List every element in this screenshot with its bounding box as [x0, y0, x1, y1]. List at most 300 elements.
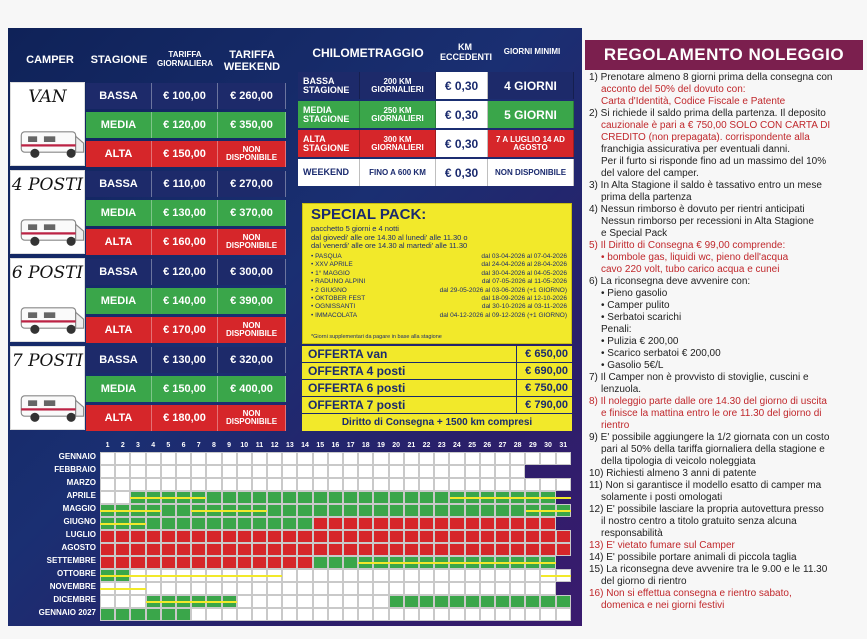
camper-vehicle-icon — [19, 301, 87, 335]
calendar-day-cell — [115, 530, 130, 543]
calendar-day-cell — [480, 530, 495, 543]
calendar-day-cell — [358, 452, 373, 465]
calendar-day-cell — [115, 608, 130, 621]
calendar-day-cell — [373, 478, 388, 491]
offer-price: € 750,00 — [516, 380, 572, 396]
daily-price: € 170,00 — [152, 317, 218, 343]
calendar-day-cell — [389, 543, 404, 556]
calendar-day-cell — [313, 582, 328, 595]
calendar-day-cell — [434, 504, 449, 517]
calendar-month-label: LUGLIO — [65, 530, 96, 539]
km-row — [298, 159, 574, 186]
calendar-day-cell — [480, 517, 495, 530]
season-label: BASSA — [86, 259, 152, 285]
regolamento-line: 12) E' possibile lasciare la propria autovettura presso — [589, 504, 824, 515]
calendar-day-number: 18 — [361, 442, 370, 449]
daily-price: € 140,00 — [152, 288, 218, 314]
calendar-month-label: DICEMBRE — [53, 595, 96, 604]
calendar-day-cell — [480, 504, 495, 517]
regolamento-line: 1) Prenotare almeno 8 giorni prima della consegna con — [589, 72, 833, 83]
calendar-day-number: 7 — [196, 442, 201, 449]
calendar-day-cell — [100, 478, 115, 491]
calendar-day-cell — [252, 491, 267, 504]
calendar-grid — [100, 452, 571, 621]
calendar-day-cell — [115, 595, 130, 608]
calendar-day-cell — [389, 491, 404, 504]
calendar-day-cell — [510, 595, 525, 608]
calendar-day-cell — [191, 608, 206, 621]
calendar-day-cell — [100, 595, 115, 608]
calendar-day-cell — [510, 504, 525, 517]
calendar-day-cell — [465, 595, 480, 608]
calendar-day-cell — [449, 582, 464, 595]
calendar-day-cell — [252, 465, 267, 478]
km-extra-price: € 0,30 — [436, 72, 488, 99]
regolamento-line: responsabilità — [601, 528, 663, 539]
camper-price-row — [86, 229, 286, 255]
calendar-day-cell — [146, 543, 161, 556]
season-label: MEDIA — [86, 112, 152, 138]
special-pack-item-dates: dal 04-12-2026 al 09-12-2026 (+1 GIORNO) — [439, 311, 567, 319]
calendar-day-cell — [480, 608, 495, 621]
special-pack-item-name: • RADUNO ALPINI — [311, 278, 366, 286]
daily-price: € 110,00 — [152, 171, 218, 197]
header-camper: CAMPER — [26, 54, 74, 66]
calendar-day-cell — [176, 452, 191, 465]
calendar-day-cell — [191, 556, 206, 569]
calendar-day-cell — [434, 478, 449, 491]
calendar-day-cell — [373, 517, 388, 530]
calendar-day-cell — [313, 465, 328, 478]
regolamento-line: 8) Il noleggio parte dalle ore 14.30 del giorno di uscita — [589, 396, 827, 407]
calendar-day-number: 31 — [559, 442, 568, 449]
regolamento-line: 7) Il Camper non è provvisto di stoviglie, cuscini e — [589, 372, 809, 383]
calendar-day-cell — [404, 582, 419, 595]
calendar-day-cell — [358, 608, 373, 621]
season-label: ALTA — [86, 317, 152, 343]
calendar-day-cell — [404, 608, 419, 621]
season-label: BASSA — [86, 347, 152, 373]
calendar-day-cell — [404, 569, 419, 582]
calendar-day-cell — [419, 478, 434, 491]
calendar-row — [100, 504, 571, 517]
offer-label: OFFERTA 7 posti — [308, 398, 406, 412]
calendar-day-cell — [480, 543, 495, 556]
special-pack-item-name: • OKTOBER FEST — [311, 295, 366, 303]
km-row — [298, 101, 574, 128]
calendar-day-cell — [297, 465, 312, 478]
calendar-day-cell — [282, 452, 297, 465]
calendar-day-cell — [161, 582, 176, 595]
calendar-day-cell — [525, 582, 540, 595]
calendar-day-cell — [100, 556, 115, 569]
calendar-day-cell — [343, 530, 358, 543]
calendar-day-cell — [449, 504, 464, 517]
calendar-day-cell — [449, 543, 464, 556]
calendar-day-cell — [358, 543, 373, 556]
calendar-day-cell — [282, 478, 297, 491]
calendar-day-cell — [161, 608, 176, 621]
calendar-day-cell — [282, 608, 297, 621]
offer-price: € 650,00 — [516, 346, 572, 362]
calendar-day-number: 5 — [166, 442, 171, 449]
special-pack-item-dates: dal 30-04-2026 al 04-05-2026 — [481, 269, 567, 277]
calendar-day-cell — [449, 517, 464, 530]
special-pack — [302, 203, 572, 344]
calendar-day-cell — [191, 543, 206, 556]
calendar-row — [100, 530, 571, 543]
calendar-day-number: 10 — [240, 442, 249, 449]
calendar-day-cell — [328, 569, 343, 582]
calendar-day-cell — [343, 491, 358, 504]
km-allowance: 250 KM GIORNALIERI — [360, 101, 436, 128]
regolamento-line: cavo 220 volt, tubo carico acqua e cunei — [601, 264, 780, 275]
calendar-row — [100, 452, 571, 465]
calendar-day-cell — [252, 478, 267, 491]
calendar-day-cell — [540, 452, 555, 465]
calendar-day-cell — [237, 517, 252, 530]
calendar-day-cell — [510, 465, 525, 478]
special-pack-item-dates: dal 29-05-2026 al 03-06-2026 (+1 GIORNO) — [439, 286, 567, 294]
regolamento-line: 16) Non si effettua consegna e rientro sabato, — [589, 588, 792, 599]
calendar-day-cell — [480, 478, 495, 491]
calendar-day-cell — [465, 569, 480, 582]
regolamento-line: • Pieno gasolio — [601, 288, 668, 299]
camper-price-row — [86, 347, 286, 373]
calendar-month-label: OTTOBRE — [57, 569, 96, 578]
regolamento-line: 14) E' possibile portare animali di piccola taglia — [589, 552, 797, 563]
calendar-day-cell — [267, 504, 282, 517]
special-pack-item-name: • 1° MAGGIO — [311, 269, 350, 277]
km-extra-price: € 0,30 — [436, 130, 488, 157]
calendar-day-number: 12 — [270, 442, 279, 449]
calendar-day-number: 27 — [498, 442, 507, 449]
weekend-price: NON DISPONIBILE — [218, 405, 286, 431]
regolamento-line: 2) Si richiede il saldo prima della partenza. Il deposito — [589, 108, 826, 119]
calendar-day-cell — [282, 582, 297, 595]
regolamento-line: • Serbatoi scarichi — [601, 312, 682, 323]
regolamento-line: • Gasolio 5€/L — [601, 360, 664, 371]
daily-price: € 150,00 — [152, 376, 218, 402]
calendar-day-cell — [146, 530, 161, 543]
calendar-day-cell — [465, 530, 480, 543]
regolamento-line: 4) Nessun rimborso è dovuto per rientri anticipati — [589, 204, 805, 215]
calendar-day-cell — [434, 465, 449, 478]
calendar-day-cell — [313, 504, 328, 517]
calendar-day-cell — [282, 530, 297, 543]
calendar-day-cell — [146, 608, 161, 621]
calendar-day-cell — [222, 465, 237, 478]
calendar-day-number: 23 — [437, 442, 446, 449]
camper-card — [10, 346, 85, 430]
calendar-day-cell — [176, 556, 191, 569]
calendar-day-number: 6 — [181, 442, 186, 449]
daily-price: € 130,00 — [152, 200, 218, 226]
calendar-day-cell — [146, 582, 161, 595]
calendar-day-cell — [146, 452, 161, 465]
daily-price: € 100,00 — [152, 83, 218, 109]
calendar-month-label: AGOSTO — [61, 543, 96, 552]
calendar-day-cell — [495, 543, 510, 556]
calendar-day-number: 22 — [422, 442, 431, 449]
offer-row — [302, 397, 572, 414]
calendar-day-cell — [510, 517, 525, 530]
camper-price-row — [86, 200, 286, 226]
regolamento-line: il nostro centro a titolo gratuito senza alcuna — [601, 516, 797, 527]
daily-price: € 120,00 — [152, 112, 218, 138]
calendar-day-cell — [510, 478, 525, 491]
calendar-day-cell — [510, 608, 525, 621]
calendar-day-cell — [510, 530, 525, 543]
calendar-day-cell — [222, 582, 237, 595]
calendar-day-cell — [176, 543, 191, 556]
calendar-day-cell — [176, 582, 191, 595]
calendar-day-cell — [419, 543, 434, 556]
calendar-day-cell — [297, 595, 312, 608]
season-label: BASSA — [86, 171, 152, 197]
special-pack-item-name: • XXV APRILE — [311, 261, 353, 269]
calendar-day-cell — [252, 608, 267, 621]
calendar-day-cell — [313, 569, 328, 582]
calendar-day-cell — [100, 608, 115, 621]
daily-price: € 130,00 — [152, 347, 218, 373]
calendar-day-cell — [419, 530, 434, 543]
special-pack-line: dal venerdi' alle ore 14.30 al martedi' alle 11.30 — [311, 241, 468, 250]
calendar-day-cell — [222, 556, 237, 569]
regolamento-line: 9) E' possibile aggiungere la 1/2 giornata con un costo — [589, 432, 830, 443]
calendar-day-cell — [404, 504, 419, 517]
calendar-day-cell — [449, 465, 464, 478]
weekend-price: € 350,00 — [218, 112, 286, 138]
calendar-day-cell — [252, 556, 267, 569]
calendar-day-cell — [556, 478, 571, 491]
calendar-day-cell — [328, 608, 343, 621]
special-pack-item-name: • IMMACOLATA — [311, 311, 358, 319]
calendar-day-cell — [525, 517, 540, 530]
calendar-day-cell — [556, 465, 571, 478]
calendar-day-cell — [343, 608, 358, 621]
calendar-day-cell — [313, 556, 328, 569]
calendar-day-cell — [389, 530, 404, 543]
special-pack-item-dates: dal 03-04-2026 al 07-04-2026 — [481, 253, 567, 260]
weekend-price: NON DISPONIBILE — [218, 229, 286, 255]
special-pack-item — [311, 312, 567, 320]
offer-row — [302, 346, 572, 363]
calendar-month-label: MARZO — [66, 478, 96, 487]
calendar-day-cell — [267, 582, 282, 595]
regolamento-line: 15) La riconsegna deve avvenire tra le 9.00 e le 11.30 — [589, 564, 828, 575]
header-giorni-minimi: GIORNI MINIMI — [503, 47, 561, 56]
calendar-day-cell — [191, 478, 206, 491]
calendar-day-cell — [313, 478, 328, 491]
calendar-day-cell — [313, 543, 328, 556]
calendar-day-cell — [297, 478, 312, 491]
calendar-day-cell — [267, 491, 282, 504]
header-km-eccedenti: KM ECCEDENTI — [440, 42, 493, 62]
calendar-day-cell — [252, 530, 267, 543]
calendar-day-cell — [161, 556, 176, 569]
regolamento-line: solamente i posti omologati — [601, 492, 723, 503]
calendar-day-cell — [373, 582, 388, 595]
special-pack-period-marker — [100, 523, 146, 525]
special-pack-item — [311, 261, 567, 269]
calendar-day-cell — [540, 465, 555, 478]
calendar-day-cell — [434, 569, 449, 582]
special-pack-period-marker — [146, 601, 237, 603]
calendar-day-cell — [267, 530, 282, 543]
regolamento-line: • Camper pulito — [601, 300, 670, 311]
calendar-day-cell — [449, 452, 464, 465]
km-allowance: FINO A 600 KM — [360, 159, 436, 186]
calendar-day-cell — [191, 452, 206, 465]
calendar-day-cell — [525, 465, 540, 478]
calendar-day-cell — [191, 530, 206, 543]
calendar-day-cell — [465, 452, 480, 465]
calendar-day-cell — [297, 582, 312, 595]
calendar-row — [100, 478, 571, 491]
calendar-day-cell — [556, 582, 571, 595]
calendar-day-cell — [495, 530, 510, 543]
calendar-day-cell — [161, 517, 176, 530]
calendar-day-cell — [328, 465, 343, 478]
camper-price-row — [86, 141, 286, 167]
calendar-day-cell — [237, 452, 252, 465]
calendar-day-cell — [206, 543, 221, 556]
calendar-month-label: GENNAIO — [58, 452, 96, 461]
calendar-day-cell — [419, 504, 434, 517]
calendar-day-cell — [343, 504, 358, 517]
season-label: ALTA — [86, 405, 152, 431]
weekend-price: NON DISPONIBILE — [218, 317, 286, 343]
calendar-day-cell — [328, 517, 343, 530]
calendar-day-cell — [495, 595, 510, 608]
calendar-day-cell — [297, 608, 312, 621]
calendar-day-cell — [495, 478, 510, 491]
daily-price: € 150,00 — [152, 141, 218, 167]
calendar-day-number: 9 — [227, 442, 232, 449]
calendar-month-label: GENNAIO 2027 — [38, 608, 96, 617]
calendar-day-cell — [282, 595, 297, 608]
calendar-day-cell — [267, 556, 282, 569]
regolamento-line: • Pulizia € 200,00 — [601, 336, 679, 347]
special-pack-line: pacchetto 5 giorni e 4 notti — [311, 224, 399, 233]
calendar-day-cell — [510, 569, 525, 582]
calendar-day-cell — [267, 608, 282, 621]
special-pack-item — [311, 287, 567, 295]
special-pack-line: dal giovedi' alle ore 14.30 al lunedi' alle 11.30 o — [311, 232, 468, 242]
regolamento-line: cauzionale è pari a € 750,00 SOLO CON CARTA DI — [601, 120, 831, 131]
calendar-day-cell — [130, 478, 145, 491]
calendar-day-cell — [222, 517, 237, 530]
calendar-day-cell — [540, 543, 555, 556]
calendar-day-number: 11 — [255, 442, 264, 449]
special-pack-period-marker — [541, 575, 571, 577]
calendar-day-cell — [130, 452, 145, 465]
camper-name: 7 POSTI — [11, 351, 84, 371]
calendar-day-cell — [297, 556, 312, 569]
camper-name: VAN — [28, 87, 67, 107]
calendar-day-cell — [419, 452, 434, 465]
calendar-day-number: 25 — [468, 442, 476, 449]
calendar-day-cell — [373, 543, 388, 556]
calendar-day-cell — [389, 582, 404, 595]
special-pack-period-marker — [191, 510, 267, 512]
calendar-month-label: MAGGIO — [62, 504, 96, 513]
regolamento-line: 6) La riconsegna deve avvenire con: — [589, 276, 751, 287]
calendar-day-cell — [510, 452, 525, 465]
special-pack-item-dates: dal 18-09-2026 al 12-10-2026 — [481, 295, 567, 303]
calendar-day-cell — [373, 465, 388, 478]
calendar-day-cell — [313, 452, 328, 465]
calendar-day-cell — [358, 491, 373, 504]
calendar-day-number: 14 — [301, 442, 309, 449]
camper-price-row — [86, 259, 286, 285]
min-days: NON DISPONIBILE — [488, 159, 574, 186]
regolamento-line: acconto del 50% del dovuto con: — [601, 84, 746, 95]
calendar-day-cell — [419, 491, 434, 504]
offer-label: OFFERTA 6 posti — [308, 381, 406, 395]
offer-price: € 790,00 — [516, 397, 572, 413]
km-season: BASSA STAGIONE — [298, 72, 360, 99]
calendar-day-cell — [328, 582, 343, 595]
regolamento-line: • bombole gas, liquidi wc, pieno dell'acqua — [601, 252, 789, 263]
calendar-day-cell — [434, 595, 449, 608]
calendar-day-cell — [389, 478, 404, 491]
calendar-day-cell — [267, 543, 282, 556]
calendar-day-cell — [313, 595, 328, 608]
regolamento-line: lenzuola. — [601, 384, 642, 395]
calendar-day-cell — [176, 478, 191, 491]
calendar-day-cell — [343, 452, 358, 465]
header-tariffa-weekend: TARIFFA WEEKEND — [223, 49, 281, 73]
min-days: 4 GIORNI — [488, 72, 574, 99]
calendar-day-cell — [480, 582, 495, 595]
calendar-day-cell — [358, 569, 373, 582]
km-season: MEDIA STAGIONE — [298, 101, 360, 128]
calendar-day-cell — [373, 595, 388, 608]
calendar-day-cell — [297, 517, 312, 530]
special-pack-item-dates: dal 07-05-2026 al 11-05-2026 — [481, 278, 567, 286]
special-pack-item — [311, 295, 567, 303]
calendar-day-cell — [434, 517, 449, 530]
calendar-day-cell — [161, 543, 176, 556]
calendar-day-cell — [389, 608, 404, 621]
calendar-day-cell — [176, 530, 191, 543]
calendar-day-cell — [130, 530, 145, 543]
calendar-day-cell — [161, 465, 176, 478]
calendar-day-cell — [465, 608, 480, 621]
calendar-day-cell — [343, 595, 358, 608]
weekend-price: € 370,00 — [218, 200, 286, 226]
calendar-day-cell — [540, 582, 555, 595]
season-label: MEDIA — [86, 288, 152, 314]
calendar-day-cell — [510, 582, 525, 595]
km-extra-price: € 0,30 — [436, 101, 488, 128]
offer-price: € 690,00 — [516, 363, 572, 379]
special-pack-subtitle — [311, 225, 468, 251]
calendar-day-cell — [100, 491, 115, 504]
weekend-price: € 390,00 — [218, 288, 286, 314]
calendar-day-cell — [419, 517, 434, 530]
calendar-day-cell — [267, 517, 282, 530]
calendar-day-cell — [449, 569, 464, 582]
special-pack-period-marker — [100, 575, 282, 577]
calendar-day-cell — [389, 465, 404, 478]
km-season: ALTA STAGIONE — [298, 130, 360, 157]
calendar-day-cell — [237, 491, 252, 504]
calendar-day-cell — [419, 608, 434, 621]
regolamento-line: Nessun rimborso per recessioni in Alta Stagione — [601, 216, 814, 227]
